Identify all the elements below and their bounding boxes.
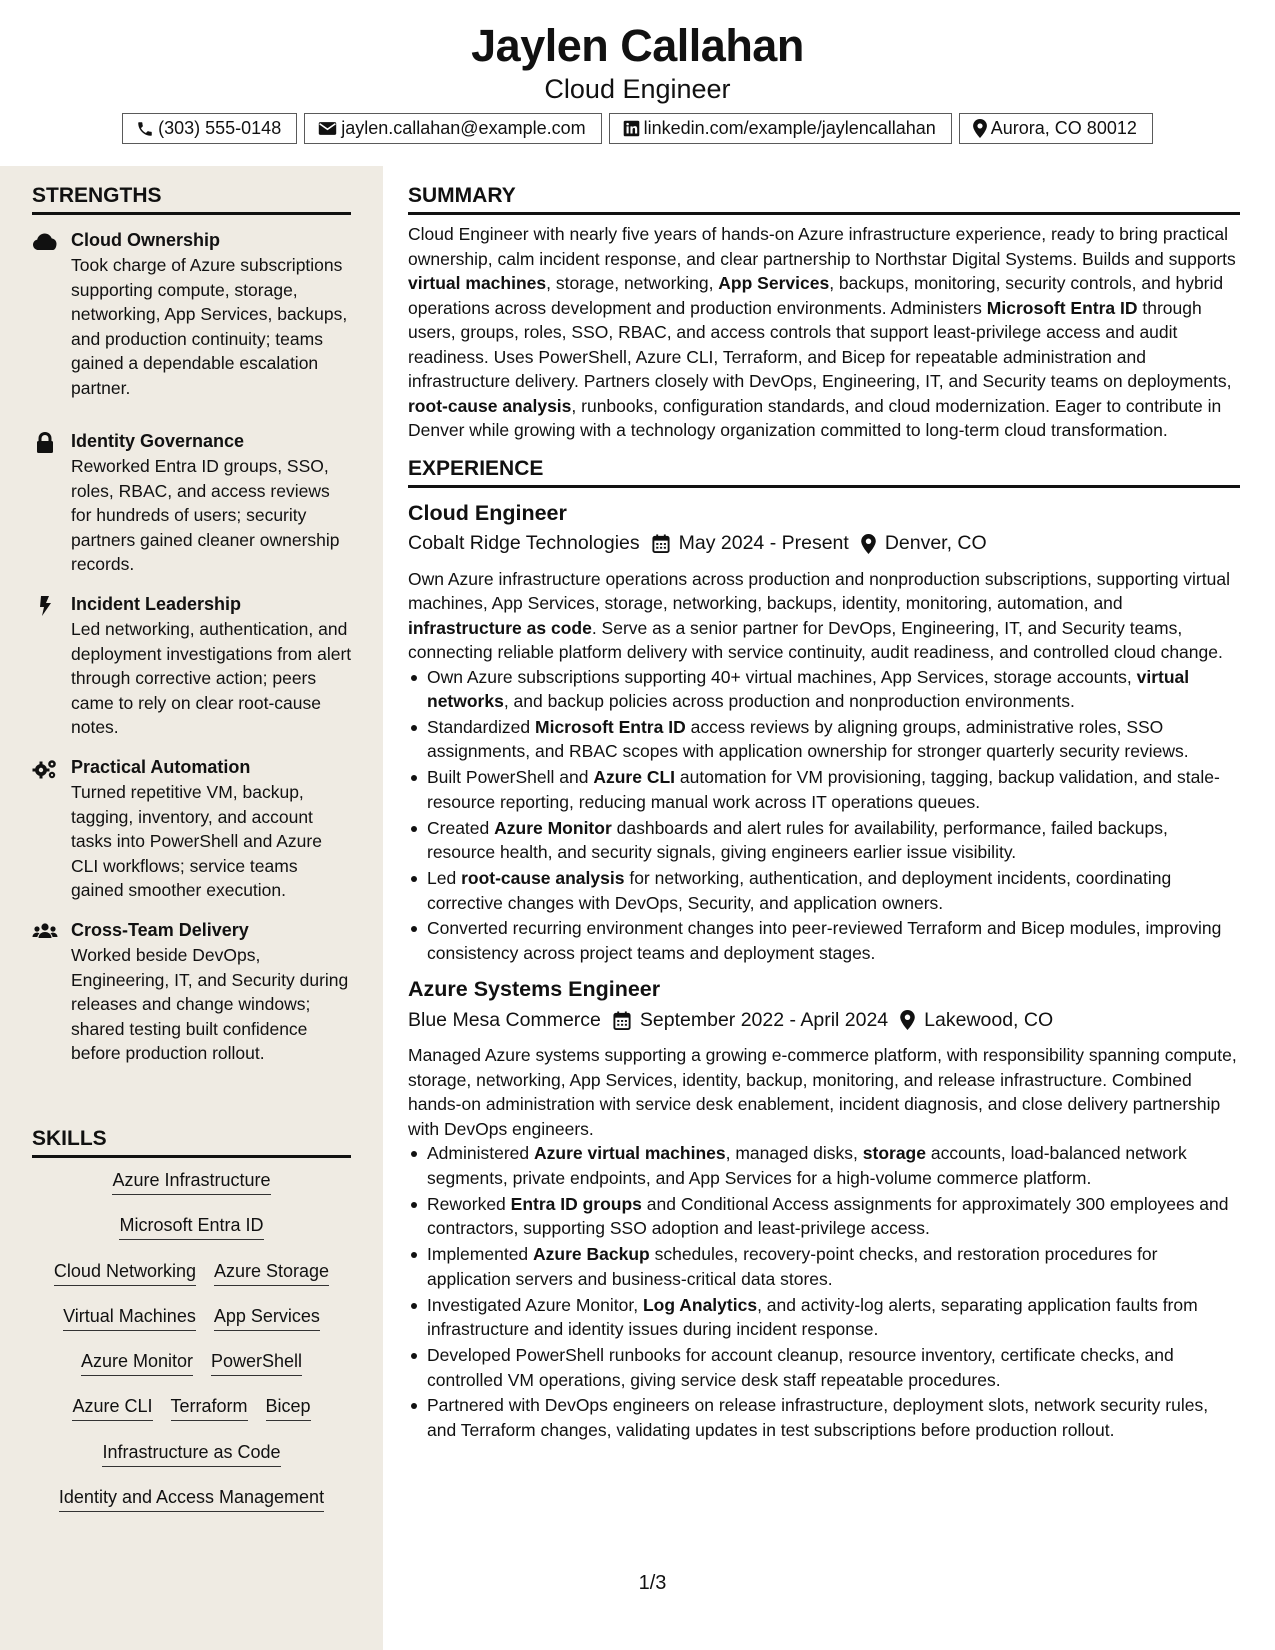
candidate-name: Jaylen Callahan	[471, 20, 804, 71]
sidebar	[0, 166, 383, 1650]
strength-desc: Reworked Entra ID groups, SSO, roles, RBAC, and access reviews for hundreds of users; security partners gained cleaner ownership records.	[71, 456, 340, 574]
skill-tag: Bicep	[266, 1395, 311, 1421]
contact-location	[959, 113, 1153, 144]
bold-keyword: root-cause analysis	[461, 868, 625, 889]
contact-email[interactable]	[304, 113, 601, 144]
candidate-role: Cloud Engineer	[544, 74, 731, 104]
users-icon	[32, 921, 58, 943]
map-pin-icon	[861, 534, 876, 554]
job-dates: September 2022 - April 2024	[639, 1008, 889, 1031]
job-company: Cobalt Ridge Technologies	[408, 532, 640, 554]
bold-keyword: Microsoft Entra ID	[986, 297, 1138, 318]
strengths-heading: STRENGTHS	[32, 184, 351, 215]
main-column	[408, 166, 1240, 1444]
job-meta	[408, 1007, 1240, 1033]
skill-tag: Azure CLI	[72, 1395, 152, 1421]
phone-icon	[136, 120, 154, 138]
job-title: Azure Systems Engineer	[408, 977, 661, 1002]
cloud-icon	[32, 231, 58, 253]
skill-tag: Microsoft Entra ID	[119, 1214, 263, 1240]
job-entry	[408, 500, 1240, 966]
contact-bar	[0, 113, 1275, 144]
contact-linkedin[interactable]	[609, 113, 952, 144]
skill-tag: Infrastructure as Code	[102, 1441, 280, 1467]
job-bullet: Led root-cause analysis for networking, authentication, and deployment incidents, coordinating corrective changes with DevOps, Security, and application owners.	[408, 866, 1240, 915]
strength-title: Incident Leadership	[71, 594, 242, 614]
skill-tag: Azure Infrastructure	[112, 1169, 270, 1195]
strength-title: Cloud Ownership	[71, 230, 221, 250]
skill-tag: Virtual Machines	[63, 1305, 196, 1331]
bold-keyword: infrastructure as code	[408, 617, 592, 638]
bold-keyword: root-cause analysis	[408, 395, 572, 416]
bold-keyword: Azure Monitor	[494, 817, 612, 838]
skill-tag: Cloud Networking	[54, 1260, 196, 1286]
strength-desc: Worked beside DevOps, Engineering, IT, and Security during releases and change windows; shared testing built confidence before production rollout.	[71, 945, 349, 1063]
strength-title: Identity Governance	[71, 431, 245, 451]
skill-row	[32, 1169, 351, 1214]
skill-row	[32, 1260, 351, 1305]
job-bullet: Investigated Azure Monitor, Log Analytics, and activity-log alerts, separating application faults from infrastructure and identity issues during incident response.	[408, 1293, 1240, 1342]
job-bullet: Built PowerShell and Azure CLI automation for VM provisioning, tagging, backup validation, and stale-resource reporting, reducing manual work across IT operations queues.	[408, 765, 1240, 814]
job-location: Lakewood, CO	[924, 1008, 1054, 1031]
bold-keyword: Entra ID groups	[510, 1193, 642, 1214]
contact-email-text: jaylen.callahan@example.com	[341, 118, 586, 138]
bold-keyword: virtual networks	[427, 666, 1190, 711]
bolt-icon	[32, 595, 58, 617]
skill-tag: Azure Monitor	[81, 1350, 193, 1376]
strength-title: Cross-Team Delivery	[71, 920, 249, 940]
job-bullet: Created Azure Monitor dashboards and alert rules for availability, performance, failed backups, resource health, and security signals, giving engineers earlier issue visibility.	[408, 816, 1240, 865]
bold-keyword: Azure Backup	[533, 1244, 650, 1265]
skill-tag: Identity and Access Management	[59, 1486, 324, 1512]
job-bullet: Converted recurring environment changes into peer-reviewed Terraform and Bicep modules, improving consistency across project teams and deployment stages.	[408, 916, 1240, 965]
strength-desc: Took charge of Azure subscriptions supporting compute, storage, networking, App Services, backups, and production continuity; teams gained a dependable escalation partner.	[71, 255, 348, 398]
skill-tag: App Services	[214, 1305, 320, 1331]
job-description: Own Azure infrastructure operations across production and nonproduction subscriptions, supporting virtual machines, App Services, storage, networking, backups, identity, monitoring, automation, and infrastructure as code. Serve as a senior partner for DevOps, Engineering, IT, and Security teams, connecting reliable platform delivery with service continuity, audit readiness, and controlled cloud change.	[408, 568, 1230, 662]
bold-keyword: App Services	[718, 273, 830, 293]
skill-row	[32, 1214, 351, 1259]
skill-row	[32, 1305, 351, 1350]
summary-text: Cloud Engineer with nearly five years of hands-on Azure infrastructure experience, ready to bring practical ownership, calm incident response, and clear partnership to Northstar Digital Systems. Builds and supports virtual machines, storage, networking, App Services, backups, monitoring, security controls, and hybrid operations across development and production environments. Administers Microsoft Entra ID through users, groups, roles, SSO, RBAC, and access controls that support least-privilege access and audit readiness. Uses PowerShell, Azure CLI, Terraform, and Bicep for repeatable administration and infrastructure delivery. Partners closely with DevOps, Engineering, IT, and Security teams on deployments, root-cause analysis, runbooks, configuration standards, and cloud modernization. Eager to contribute in Denver while growing with a technology organization committed to long-term cloud transformation.	[408, 224, 1236, 440]
job-bullet: Reworked Entra ID groups and Conditional Access assignments for approximately 300 employees and contractors, supporting SSO adoption and least-privilege access.	[408, 1192, 1240, 1241]
bold-keyword: storage	[862, 1143, 926, 1164]
job-entry	[408, 976, 1240, 1442]
strength-desc: Turned repetitive VM, backup, tagging, inventory, and account tasks into PowerShell and Azure CLI workflows; service teams gained smoother execution.	[71, 782, 322, 900]
linkedin-icon	[623, 120, 640, 137]
resume-header	[0, 0, 1275, 166]
job-bullets	[408, 1141, 1240, 1442]
skill-row	[32, 1441, 351, 1486]
bold-keyword: virtual machines	[408, 273, 547, 293]
skill-tag: PowerShell	[211, 1350, 302, 1376]
job-description: Managed Azure systems supporting a growing e-commerce platform, with responsibility spanning compute, storage, networking, App Services, identity, backup, monitoring, and release infrastructure. Combined hands-on administration with service desk enablement, incident diagnosis, and close delivery partnership with DevOps engineers.	[408, 1045, 1237, 1139]
bold-keyword: Azure virtual machines	[534, 1143, 726, 1164]
job-dates: May 2024 - Present	[678, 532, 849, 554]
skill-row	[32, 1395, 351, 1440]
job-bullet: Partnered with DevOps engineers on release infrastructure, deployment slots, network security rules, and Terraform changes, validating updates in test subscriptions before production rollout.	[408, 1393, 1240, 1442]
skill-tag: Azure Storage	[214, 1260, 329, 1286]
job-bullet: Standardized Microsoft Entra ID access reviews by aligning groups, administrative roles, SSO assignments, and RBAC scopes with application ownership for stronger quarterly security reviews.	[408, 715, 1240, 764]
bold-keyword: Azure CLI	[593, 767, 676, 788]
experience-heading: EXPERIENCE	[408, 457, 1240, 488]
bold-keyword: Microsoft Entra ID	[535, 716, 686, 737]
skills-heading: SKILLS	[32, 1127, 351, 1158]
job-meta	[408, 531, 1240, 557]
map-pin-icon	[900, 1010, 915, 1030]
summary-heading: SUMMARY	[408, 184, 1240, 215]
job-title: Cloud Engineer	[408, 500, 567, 525]
envelope-icon	[318, 121, 337, 136]
job-bullet: Developed PowerShell runbooks for account cleanup, resource inventory, certificate checks, and controlled VM operations, giving service desk staff repeatable procedures.	[408, 1343, 1240, 1392]
job-company: Blue Mesa Commerce	[408, 1008, 601, 1031]
skill-row	[32, 1350, 351, 1395]
calendar-icon	[652, 534, 670, 553]
strength-title: Practical Automation	[71, 757, 251, 777]
job-bullet: Implemented Azure Backup schedules, recovery-point checks, and restoration procedures for application servers and business-critical data stores.	[408, 1242, 1240, 1291]
strength-desc: Led networking, authentication, and deployment investigations from alert through corrective action; peers came to rely on clear root-cause notes.	[71, 619, 352, 737]
skill-row	[32, 1486, 351, 1531]
contact-location-text: Aurora, CO 80012	[990, 118, 1137, 138]
contact-phone	[122, 113, 297, 144]
job-bullet: Administered Azure virtual machines, managed disks, storage accounts, load-balanced network segments, private endpoints, and App Services for a high-volume commerce platform.	[408, 1141, 1240, 1190]
skill-tag: Terraform	[171, 1395, 248, 1421]
job-bullet: Own Azure subscriptions supporting 40+ virtual machines, App Services, storage accounts, virtual networks, and backup policies across production and nonproduction environments.	[408, 665, 1240, 714]
gears-icon	[32, 758, 58, 780]
calendar-icon	[613, 1011, 631, 1030]
lock-icon	[32, 432, 58, 454]
job-location: Denver, CO	[884, 532, 987, 554]
bold-keyword: Log Analytics	[642, 1294, 758, 1315]
job-bullets	[408, 665, 1240, 966]
page-number: 1/3	[638, 1572, 667, 1594]
contact-phone-text: (303) 555-0148	[158, 118, 282, 138]
contact-linkedin-text: linkedin.com/example/jaylencallahan	[643, 118, 936, 138]
map-pin-icon	[973, 119, 987, 138]
skills-list	[32, 1169, 351, 1531]
